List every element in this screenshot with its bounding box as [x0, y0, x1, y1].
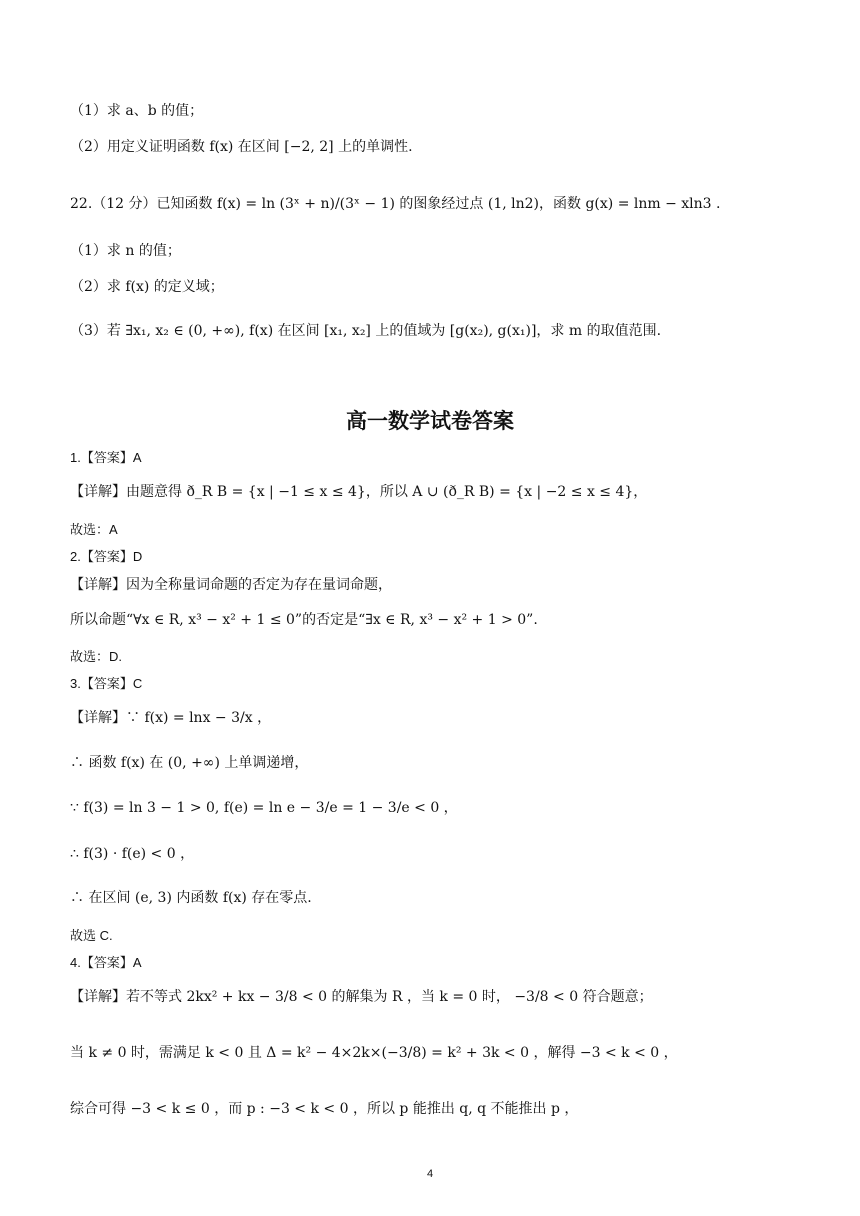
answers-title: 高一数学试卷答案	[346, 409, 514, 433]
answer-2-line3: 故选：D.	[70, 649, 123, 664]
answer-4-line3: 综合可得 −3 < k ≤ 0 ，而 p : −3 < k < 0 ，所以 p 能推出 q, q 不能推出 p ，	[70, 1101, 579, 1117]
q21-part1: （1）求 a、b 的值；	[70, 103, 204, 119]
answer-2-line2: 所以命题“∀x ∈ R, x³ − x² + 1 ≤ 0”的否定是“∃x ∈ R, x³ − x² + 1 > 0”.	[70, 612, 538, 628]
answer-1-line2: 故选：A	[70, 522, 118, 537]
q22-part3: （3）若 ∃x₁, x₂ ∈ (0, +∞), f(x) 在区间 [x₁, x₂] 上的值域为 [g(x₂), g(x₁)]，求 m 的取值范围.	[70, 323, 662, 339]
answer-1-line1: 【详解】由题意得 ð_R B = {x | −1 ≤ x ≤ 4}，所以 A ∪ (ð_R B) = {x | −2 ≤ x ≤ 4}，	[70, 484, 648, 500]
answer-3-line2: ∴ 函数 f(x) 在 (0, +∞) 上单调递增，	[70, 755, 309, 771]
answer-3-line3: ∵ f(3) = ln 3 − 1 > 0, f(e) = ln e − 3/e = 1 − 3/e < 0 ，	[70, 800, 458, 816]
answer-3-line6: 故选 C.	[70, 928, 113, 943]
q22-part1: （1）求 n 的值；	[70, 243, 181, 259]
answer-3-line1: 【详解】∵ f(x) = lnx − 3/x ，	[70, 710, 272, 726]
answer-3-head: 3.【答案】C	[70, 676, 143, 691]
answer-4-head: 4.【答案】A	[70, 955, 142, 970]
answer-2-line1: 【详解】因为全称量词命题的否定为存在量词命题，	[70, 577, 392, 593]
q21-part2: （2）用定义证明函数 f(x) 在区间 [−2, 2] 上的单调性.	[70, 139, 413, 155]
page-number: 4	[426, 1168, 434, 1180]
answer-2-head: 2.【答案】D	[70, 549, 143, 564]
answer-3-line5: ∴ 在区间 (e, 3) 内函数 f(x) 存在零点.	[70, 890, 312, 906]
q22-stem: 22.（12 分）已知函数 f(x) = ln (3ˣ + n)/(3ˣ − 1) 的图象经过点 (1, ln2)，函数 g(x) = lnm − xln3 .	[70, 196, 721, 212]
q22-part2: （2）求 f(x) 的定义域；	[70, 279, 224, 295]
answer-4-line1: 【详解】若不等式 2kx² + kx − 3/8 < 0 的解集为 R ，当 k = 0 时， −3/8 < 0 符合题意；	[70, 989, 653, 1005]
answer-3-line4: ∴ f(3) · f(e) < 0 ，	[70, 846, 195, 862]
answer-1-head: 1.【答案】A	[70, 450, 142, 465]
answer-4-line2: 当 k ≠ 0 时，需满足 k < 0 且 Δ = k² − 4×2k×(−3/8) = k² + 3k < 0 ，解得 −3 < k < 0 ，	[70, 1045, 678, 1061]
